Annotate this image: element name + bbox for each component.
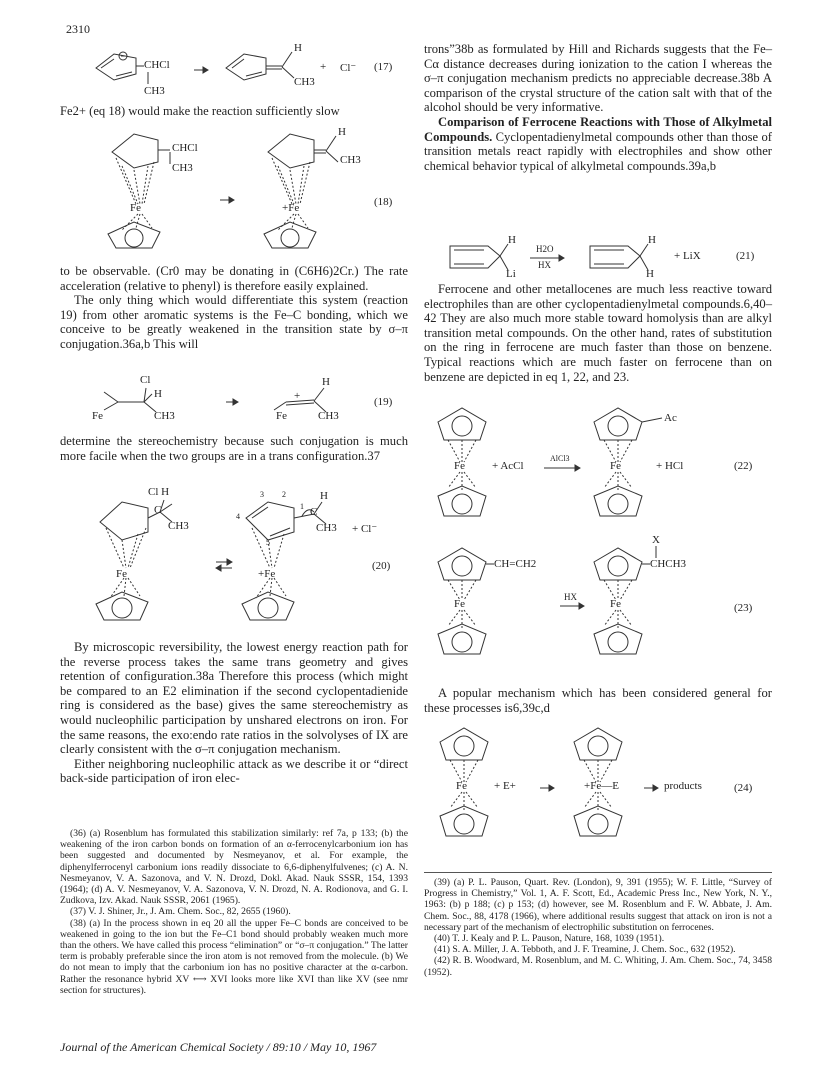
- eq24-products: products: [664, 780, 702, 792]
- paragraph-ferrocene: Ferrocene and other metallocenes are much less reactive toward electrophiles than are other cyclopentadienylmetal compounds.6,40–42 They are also much more stable toward homolysis than are alkyl transition metal compounds. On the other hand, rates of substitution on the ring in ferrocene are much faster than those on benzene. Typical reactions which are much faster on ferrocene than on benzene are depicted in eq 1, 22, and 23.: [424, 282, 772, 384]
- eq17-number: (17): [374, 61, 393, 73]
- eq22-plus-accl: + AcCl: [492, 460, 524, 472]
- eq20-c: C: [154, 504, 162, 516]
- paragraph-trons: trons”38b as formulated by Hill and Richards suggests that the Fe–Cα distance decreases during ionization to the cation I whereas the σ–π conjugation mechanism predicts no appreciable decrease.38b A comparison of the crystal structure of the cation salt with that of the alcohol should be very informative.: [424, 42, 772, 115]
- eq23-fe: Fe: [454, 598, 465, 610]
- eq24-fe: Fe: [456, 780, 467, 792]
- footnote-37: (37) V. J. Shiner, Jr., J. Am. Chem. Soc., 82, 2655 (1960).: [70, 906, 291, 918]
- eq23-chch3: CHCH3: [650, 558, 687, 570]
- eq18-fe-cation: +Fe: [282, 202, 300, 214]
- eq20-number: (20): [372, 560, 391, 572]
- equation-18: [86, 122, 406, 256]
- eq18-chcl: CHCl: [172, 142, 198, 154]
- eq23-number: (23): [734, 602, 753, 614]
- equation-19: [86, 372, 406, 426]
- eq21-reagent-h2o: H2O: [536, 244, 554, 254]
- eq17-cl: Cl⁻: [340, 62, 357, 74]
- eq22-plus-hcl: + HCl: [656, 460, 684, 472]
- eq19-h-product: H: [322, 376, 330, 388]
- equation-24: [424, 718, 772, 848]
- eq19-number: (19): [374, 396, 393, 408]
- eq17-h: H: [294, 42, 302, 54]
- eq20-label-4: 4: [236, 512, 240, 521]
- paragraph-observable: to be observable. (Cr0 may be donating in (C6H6)2Cr.) The rate acceleration (relative to phenyl) is therefore easily explained.: [60, 264, 408, 293]
- footnotes-right: [424, 872, 772, 978]
- eq22-fe: Fe: [454, 460, 465, 472]
- paragraph-popular: A popular mechanism which has been considered general for these processes is6,39c,d: [424, 686, 772, 715]
- eq17-chcl: CHCl: [144, 59, 170, 71]
- footnote-40: (40) T. J. Kealy and P. L. Pauson, Nature, 168, 1039 (1951).: [434, 933, 665, 945]
- eq20-cl-h: Cl H: [148, 486, 170, 498]
- eq20-h: H: [320, 490, 328, 502]
- eq22-number: (22): [734, 460, 753, 472]
- eq20-plus-cl: + Cl⁻: [352, 523, 378, 535]
- eq18-ch3b: CH3: [340, 154, 361, 166]
- eq21-h-product-2: H: [646, 268, 654, 280]
- eq21-number: (21): [736, 250, 755, 262]
- journal-footer: Journal of the American Chemical Society / 89:10 / May 10, 1967: [60, 1040, 377, 1054]
- eq23-fe-product: Fe: [610, 598, 621, 610]
- eq20-label-3: 3: [260, 490, 264, 499]
- paragraph-fe2: Fe2+ (eq 18) would make the reaction sufficiently slow: [60, 104, 340, 118]
- footnote-41: (41) S. A. Miller, J. A. Tebboth, and J. F. Treamine, J. Chem. Soc., 632 (1952).: [434, 944, 736, 956]
- eq21-h: H: [508, 234, 516, 246]
- eq20-label-1: 1: [300, 502, 304, 511]
- eq24-plus-e: + E+: [494, 780, 516, 792]
- eq20-ch3: CH3: [168, 520, 189, 532]
- eq17-plus: +: [320, 61, 327, 73]
- eq17-ch3: CH3: [144, 85, 165, 97]
- equation-17: [86, 40, 406, 102]
- page-number: 2310: [66, 22, 90, 36]
- footnote-39: (39) (a) P. L. Pauson, Quart. Rev. (London), 9, 391 (1955); W. F. Little, “Survey of Progress in Chemistry,” Vol. 1, A. F. Scott, Ed., Academic Press Inc., New York, N. Y., 1963: (b) p 188; (c) p 153; (d) however, see M. Rosenblum and F. W. Abbate, J. Am. Chem. Soc., 88, 4178 (1966), where additional results suggest that attack on iron is not a necessary part of the mechanism of electrophilic substitution on ferrocenes.: [424, 877, 772, 933]
- eq18-number: (18): [374, 196, 393, 208]
- eq22-ac: Ac: [664, 412, 677, 424]
- eq19-fe: Fe: [92, 410, 103, 422]
- eq23-x: X: [652, 534, 660, 546]
- paragraph-either: Either neighboring nucleophilic attack as we describe it or “direct back-side participation of iron elec-: [60, 756, 408, 786]
- eq20-label-5: 5: [266, 538, 270, 547]
- eq19-plus: +: [294, 390, 301, 402]
- eq17-ch3b: CH3: [294, 76, 315, 88]
- equation-21: [440, 232, 772, 282]
- eq20-fe: Fe: [116, 568, 127, 580]
- eq19-ch3: CH3: [154, 410, 175, 422]
- eq19-fe-product: Fe: [276, 410, 287, 422]
- eq23-vinyl: CH=CH2: [494, 558, 537, 570]
- eq21-reagent-hx: HX: [538, 260, 551, 270]
- eq19-cl: Cl: [140, 374, 151, 386]
- eq18-ch3: CH3: [172, 162, 193, 174]
- paragraph-microscopic: By microscopic reversibility, the lowest energy reaction path for the reverse process takes the same trans geometry and gives retention of configuration.38a Therefore this process (which might be compared to an E2 elimination if the second cyclopentadienide ring is considered as the base) gives the same stereochemistry as would nucleophilic participation by unshared electrons on iron. For the same reasons, the exo:endo rate ratios in the solvolyses of IX are clearly consistent with the σ–π conjugation mechanism.: [60, 640, 408, 757]
- eq23-reagent: HX: [564, 592, 577, 602]
- eq20-ch3-product: CH3: [316, 522, 337, 534]
- eq18-h: H: [338, 126, 346, 138]
- footnote-38: (38) (a) In the process shown in eq 20 all the upper Fe–C bonds are conceived to be weakened in going to the ion but the Fe–C1 bond should probably weaken much more than the others. We have called this process “elimination” or “σ–π conjugation.” The latter term is probably preferable since the iron atom is not removed from the molecule. (b) We do not mean to imply that the carbonium ion has no positive character at the α-carbon. Rather the resonance hybrid XV ⟷ XVI looks more like XVI than like XV (see nmr section for structures).: [60, 917, 408, 996]
- eq21-plus-lix: + LiX: [674, 250, 701, 262]
- equation-23: [424, 534, 772, 666]
- eq20-fe-cation: +Fe: [258, 568, 276, 580]
- eq24-number: (24): [734, 782, 753, 794]
- eq20-c-product: C: [310, 506, 318, 518]
- footnotes-left: [60, 828, 408, 996]
- eq19-ch3-product: CH3: [318, 410, 339, 422]
- paragraph-only-thing: The only thing which would differentiate this system (reaction 19) from other aromatic systems is the Fe–C bonding, which we conceive to be greatly weakened in the transition state by σ–π conjugation.36a,b This will: [60, 293, 408, 351]
- equation-22: [424, 400, 772, 528]
- footnote-42: (42) R. B. Woodward, M. Rosenblum, and M. C. Whiting, J. Am. Chem. Soc., 74, 3458 (1952).: [424, 955, 772, 978]
- section-heading: Comparison of Ferrocene Reactions with Those of Alkylmetal Compounds.: [424, 114, 772, 144]
- paragraph-comparison: Cyclopentadienylmetal compounds other than those of transition metals react rapidly with electrophiles and show other chemical behavior typical of alkylmetal compounds.39a,b: [424, 129, 772, 173]
- eq22-catalyst: AlCl3: [550, 454, 570, 463]
- eq22-fe-product: Fe: [610, 460, 621, 472]
- eq20-label-2: 2: [282, 490, 286, 499]
- eq19-h: H: [154, 388, 162, 400]
- equation-20: [76, 482, 410, 630]
- paragraph-determine: determine the stereochemistry because such conjugation is much more facile when the two groups are in a trans configuration.37: [60, 434, 408, 463]
- eq18-fe: Fe: [130, 202, 141, 214]
- footnote-36: (36) (a) Rosenblum has formulated this stabilization similarly: ref 7a, p 133; (b) the weakening of the iron carbon bonds on formation of an α-ferrocenylcarbonium ion has been suggested and documented by Nesmeyanov, et al. For example, the diphenylferrocenyl carbonium ions readily dissociate to 6,6-diphenylfulvenes; (c) A. N. Nesmeyanov, V. A. Sazonova, and V. N. Drozd, Dokl. Akad. Nauk SSSR, 154, 1393 (1964); (d) A. V. Nesmeyanov, V. A. Sazonova, V. N. Drozd, N. A. Rodionova, and G. I. Zudkova, Izv. Akad. Nauk SSSR, 2061 (1965).: [60, 828, 408, 907]
- eq21-li: Li: [506, 268, 516, 280]
- eq24-fe-e: +Fe—E: [584, 780, 619, 792]
- eq21-h-product: H: [648, 234, 656, 246]
